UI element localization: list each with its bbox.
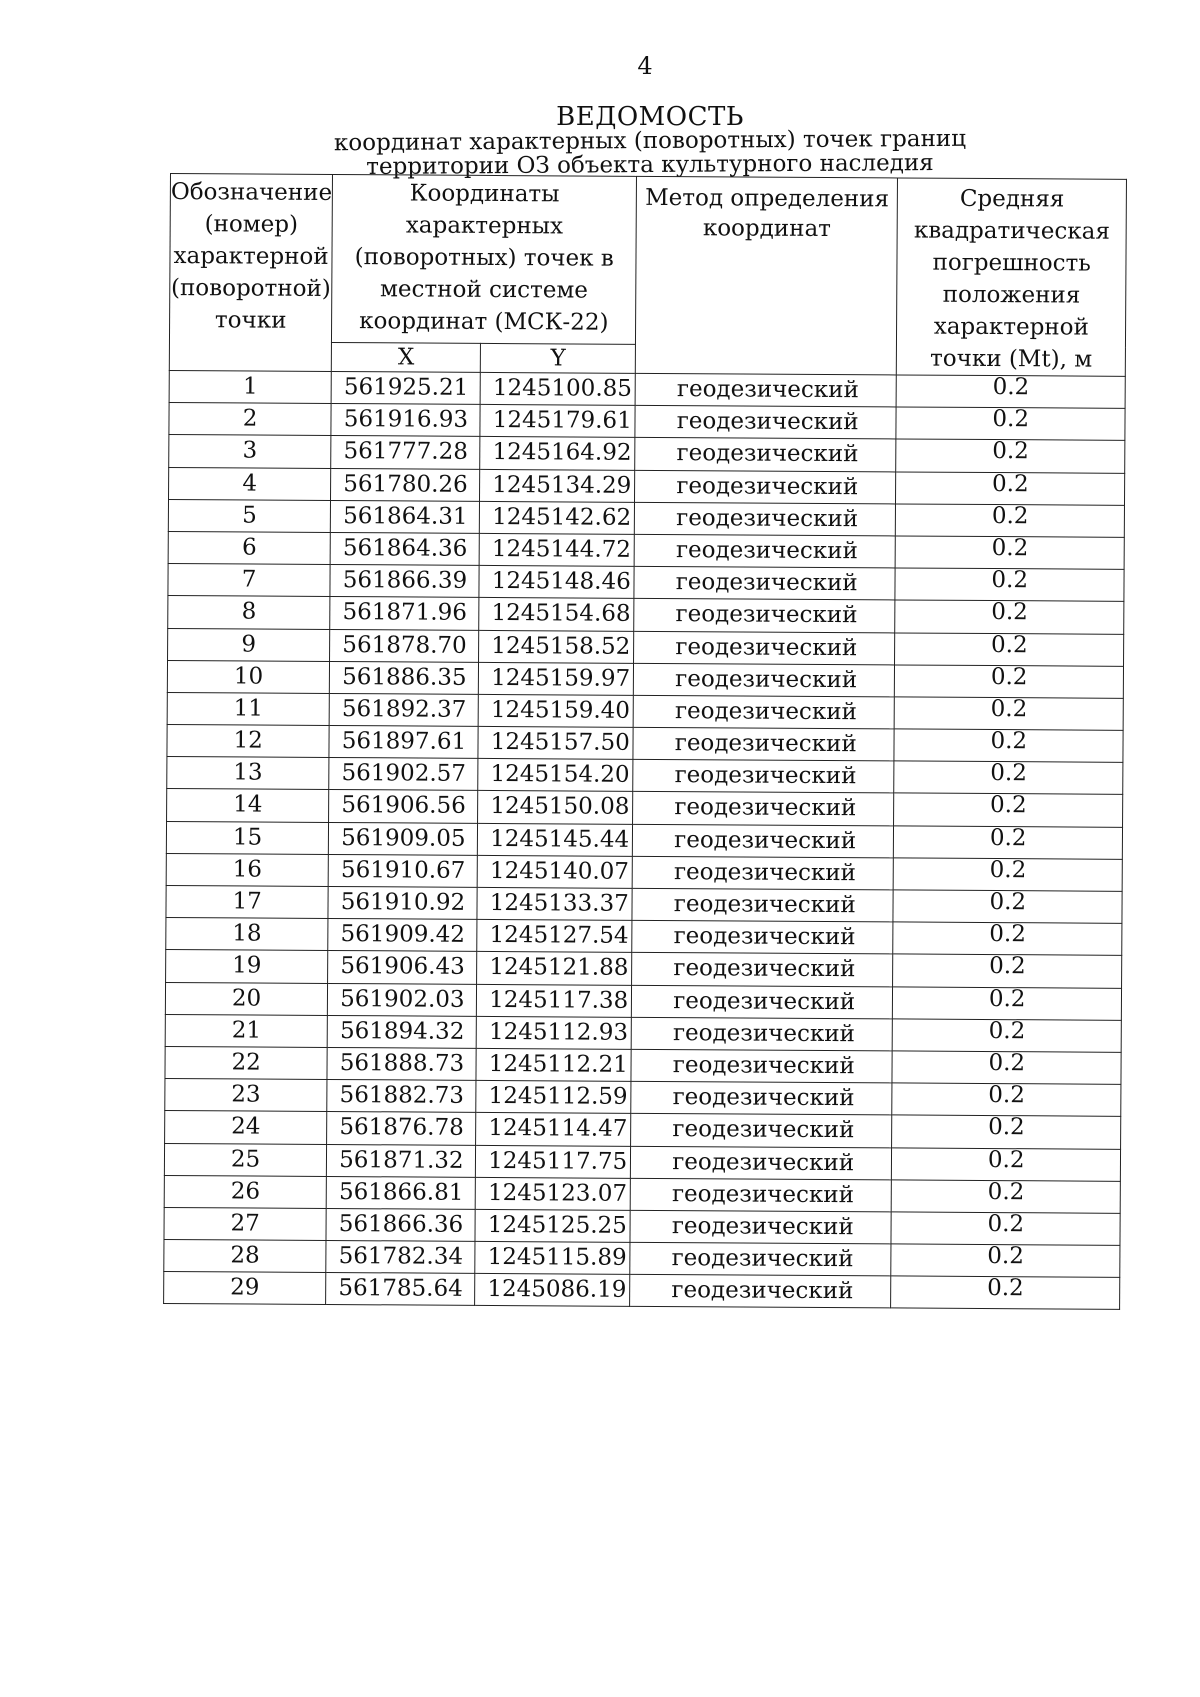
x-coordinate-cell: 561866.36 (326, 1208, 475, 1241)
method-cell: геодезический (635, 438, 896, 472)
x-coordinate-cell: 561782.34 (326, 1241, 475, 1274)
method-cell: геодезический (632, 888, 893, 922)
y-coordinate-cell: 1245117.38 (477, 984, 632, 1017)
mean-error-cell: 0.2 (893, 922, 1122, 956)
y-coordinate-cell: 1245127.54 (477, 920, 632, 953)
y-coordinate-cell: 1245158.52 (479, 630, 634, 663)
method-cell: геодезический (635, 470, 896, 504)
point-number-cell: 18 (166, 918, 328, 951)
mean-error-cell: 0.2 (896, 504, 1125, 538)
y-coordinate-cell: 1245086.19 (475, 1274, 630, 1307)
point-number-cell: 8 (168, 596, 330, 629)
document-title: ВЕДОМОСТЬ (556, 102, 744, 132)
y-coordinate-cell: 1245112.59 (476, 1081, 631, 1114)
y-coordinate-cell: 1245164.92 (480, 437, 635, 470)
x-coordinate-cell: 561892.37 (329, 693, 478, 726)
method-cell: геодезический (633, 824, 894, 858)
x-coordinate-cell: 561902.57 (329, 758, 478, 791)
table-body (164, 370, 1126, 1309)
mean-error-cell: 0.2 (895, 665, 1124, 699)
mean-error-cell: 0.2 (891, 1180, 1120, 1214)
y-coordinate-cell: 1245157.50 (478, 726, 633, 759)
point-number-cell: 23 (165, 1079, 327, 1112)
y-coordinate-cell: 1245179.61 (480, 405, 635, 438)
y-coordinate-cell: 1245123.07 (475, 1177, 630, 1210)
mean-error-cell: 0.2 (894, 793, 1123, 827)
mean-error-cell: 0.2 (893, 986, 1122, 1020)
x-coordinate-cell: 561897.61 (329, 726, 478, 759)
method-cell: геодезический (635, 502, 896, 536)
method-cell: геодезический (634, 663, 895, 697)
method-cell: геодезический (632, 856, 893, 890)
header-mean-error: Средняя квадратическая погрешность положения характерной точки (Mt), м (897, 178, 1127, 376)
x-coordinate-cell: 561925.21 (331, 371, 480, 404)
mean-error-cell: 0.2 (895, 568, 1124, 602)
point-number-cell: 6 (168, 531, 330, 564)
point-number-cell: 16 (166, 853, 328, 886)
point-number-cell: 4 (169, 467, 331, 500)
method-cell: геодезический (633, 727, 894, 761)
mean-error-cell: 0.2 (891, 1212, 1120, 1246)
x-coordinate-cell: 561909.42 (328, 919, 477, 952)
point-number-cell: 10 (167, 660, 329, 693)
method-cell: геодезический (632, 921, 893, 955)
method-cell: геодезический (630, 1210, 891, 1244)
x-coordinate-cell: 561785.64 (326, 1273, 475, 1306)
mean-error-cell: 0.2 (895, 536, 1124, 570)
point-number-cell: 11 (167, 692, 329, 725)
x-coordinate-cell: 561871.96 (330, 597, 479, 630)
x-coordinate-cell: 561866.39 (330, 565, 479, 598)
method-cell: геодезический (633, 760, 894, 794)
method-cell: геодезический (631, 1081, 892, 1115)
y-coordinate-cell: 1245125.25 (475, 1209, 630, 1242)
y-coordinate-cell: 1245154.20 (478, 759, 633, 792)
header-y: Y (481, 343, 636, 373)
method-cell: геодезический (630, 1275, 891, 1309)
mean-error-cell: 0.2 (891, 1244, 1120, 1278)
method-cell: геодезический (633, 695, 894, 729)
x-coordinate-cell: 561864.31 (331, 500, 480, 533)
method-cell: геодезический (631, 1017, 892, 1051)
method-cell: геодезический (631, 1049, 892, 1083)
mean-error-cell: 0.2 (892, 1147, 1121, 1181)
x-coordinate-cell: 561910.67 (328, 854, 477, 887)
mean-error-cell: 0.2 (894, 697, 1123, 731)
point-number-cell: 5 (168, 499, 330, 532)
document-subtitle-line2: территории ОЗ объекта культурного наследия (366, 150, 934, 180)
x-coordinate-cell: 561882.73 (327, 1080, 476, 1113)
point-number-cell: 17 (166, 885, 328, 918)
method-cell: геодезический (632, 985, 893, 1019)
mean-error-cell: 0.2 (895, 632, 1124, 666)
x-coordinate-cell: 561886.35 (330, 661, 479, 694)
point-number-cell: 2 (169, 403, 331, 436)
mean-error-cell: 0.2 (893, 890, 1122, 924)
mean-error-cell: 0.2 (892, 1115, 1121, 1149)
document-subtitle-line1: координат характерных (поворотных) точек границ (333, 125, 967, 157)
y-coordinate-cell: 1245114.47 (476, 1113, 631, 1146)
point-number-cell: 13 (167, 757, 329, 790)
point-number-cell: 19 (166, 950, 328, 983)
method-cell: геодезический (635, 406, 896, 440)
mean-error-cell: 0.2 (894, 729, 1123, 763)
mean-error-cell: 0.2 (892, 1083, 1121, 1117)
method-cell: геодезический (634, 534, 895, 568)
point-number-cell: 29 (164, 1272, 326, 1305)
coordinates-table-container (163, 173, 1127, 1310)
header-method: Метод определения координат (636, 176, 898, 375)
point-number-cell: 1 (169, 370, 331, 403)
header-x: X (332, 342, 481, 372)
x-coordinate-cell: 561888.73 (327, 1047, 476, 1080)
method-cell: геодезический (630, 1242, 891, 1276)
mean-error-cell: 0.2 (896, 439, 1125, 473)
y-coordinate-cell: 1245150.08 (478, 791, 633, 824)
y-coordinate-cell: 1245121.88 (477, 952, 632, 985)
header-point-number: Обозначение (номер) характерной (поворотной) точки (169, 174, 332, 372)
mean-error-cell: 0.2 (895, 600, 1124, 634)
point-number-cell: 9 (168, 628, 330, 661)
method-cell: геодезический (632, 953, 893, 987)
point-number-cell: 24 (165, 1111, 327, 1144)
y-coordinate-cell: 1245145.44 (478, 823, 633, 856)
method-cell: геодезический (634, 599, 895, 633)
x-coordinate-cell: 561866.81 (326, 1176, 475, 1209)
point-number-cell: 22 (165, 1046, 327, 1079)
method-cell: геодезический (633, 792, 894, 826)
x-coordinate-cell: 561916.93 (331, 404, 480, 437)
point-number-cell: 28 (164, 1240, 326, 1273)
y-coordinate-cell: 1245159.40 (478, 694, 633, 727)
mean-error-cell: 0.2 (892, 1019, 1121, 1053)
y-coordinate-cell: 1245117.75 (476, 1145, 631, 1178)
x-coordinate-cell: 561902.03 (328, 983, 477, 1016)
y-coordinate-cell: 1245133.37 (477, 887, 632, 920)
coordinates-table (163, 173, 1127, 1310)
x-coordinate-cell: 561780.26 (331, 468, 480, 501)
point-number-cell: 27 (164, 1207, 326, 1240)
y-coordinate-cell: 1245115.89 (475, 1241, 630, 1274)
method-cell: геодезический (634, 631, 895, 665)
mean-error-cell: 0.2 (892, 1051, 1121, 1085)
point-number-cell: 12 (167, 725, 329, 758)
y-coordinate-cell: 1245134.29 (480, 469, 635, 502)
mean-error-cell: 0.2 (896, 407, 1125, 441)
mean-error-cell: 0.2 (896, 375, 1125, 409)
x-coordinate-cell: 561906.43 (328, 951, 477, 984)
point-number-cell: 25 (164, 1143, 326, 1176)
page-number: 4 (637, 52, 653, 80)
point-number-cell: 14 (167, 789, 329, 822)
method-cell: геодезический (631, 1114, 892, 1148)
method-cell: геодезический (631, 1146, 892, 1180)
y-coordinate-cell: 1245140.07 (477, 855, 632, 888)
mean-error-cell: 0.2 (893, 858, 1122, 892)
mean-error-cell: 0.2 (896, 472, 1125, 506)
table-row (164, 1272, 1120, 1310)
method-cell: геодезический (634, 566, 895, 600)
mean-error-cell: 0.2 (894, 761, 1123, 795)
y-coordinate-cell: 1245100.85 (480, 372, 635, 405)
mean-error-cell: 0.2 (893, 954, 1122, 988)
y-coordinate-cell: 1245112.21 (476, 1048, 631, 1081)
y-coordinate-cell: 1245159.97 (479, 662, 634, 695)
x-coordinate-cell: 561871.32 (327, 1144, 476, 1177)
mean-error-cell: 0.2 (894, 826, 1123, 860)
x-coordinate-cell: 561910.92 (328, 886, 477, 919)
y-coordinate-cell: 1245144.72 (479, 533, 634, 566)
mean-error-cell: 0.2 (891, 1276, 1120, 1310)
x-coordinate-cell: 561864.36 (330, 532, 479, 565)
x-coordinate-cell: 561906.56 (329, 790, 478, 823)
header-coordinates: Координаты характерных (поворотных) точек в местной системе координат (МСК-22) (332, 174, 637, 344)
x-coordinate-cell: 561876.78 (327, 1112, 476, 1145)
method-cell: геодезический (630, 1178, 891, 1212)
y-coordinate-cell: 1245142.62 (480, 501, 635, 534)
y-coordinate-cell: 1245154.68 (479, 598, 634, 631)
point-number-cell: 21 (165, 1014, 327, 1047)
point-number-cell: 26 (164, 1175, 326, 1208)
point-number-cell: 15 (166, 821, 328, 854)
x-coordinate-cell: 561878.70 (330, 629, 479, 662)
point-number-cell: 7 (168, 564, 330, 597)
x-coordinate-cell: 561909.05 (329, 822, 478, 855)
point-number-cell: 3 (169, 435, 331, 468)
point-number-cell: 20 (165, 982, 327, 1015)
x-coordinate-cell: 561777.28 (331, 436, 480, 469)
y-coordinate-cell: 1245148.46 (479, 566, 634, 599)
x-coordinate-cell: 561894.32 (327, 1015, 476, 1048)
method-cell: геодезический (635, 373, 896, 407)
y-coordinate-cell: 1245112.93 (476, 1016, 631, 1049)
